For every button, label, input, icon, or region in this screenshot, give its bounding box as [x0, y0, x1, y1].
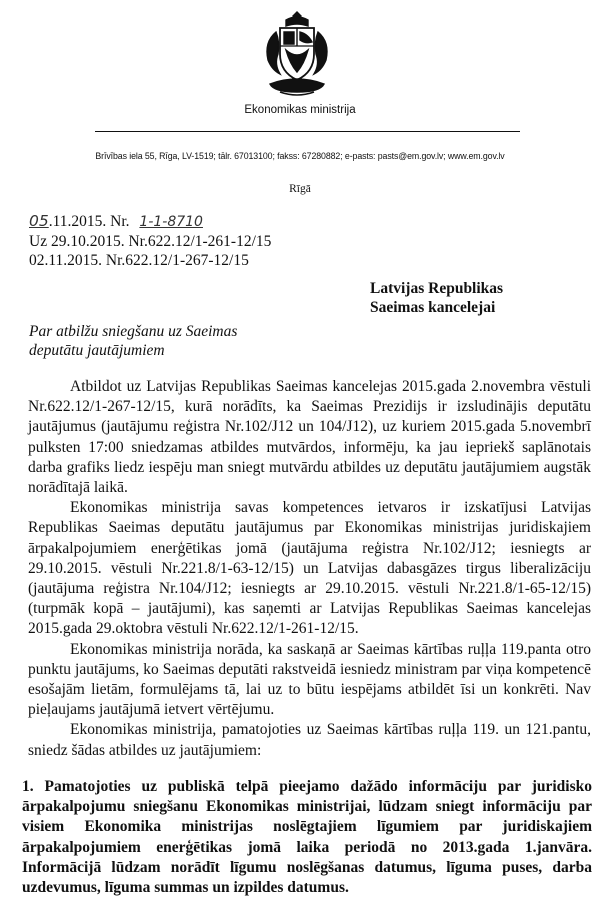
paragraph: Atbildot uz Latvijas Republikas Saeimas kancelejas 2015.gada 2.novembra vēstuli Nr.622.12/1-267-12/15, kurā norādīts, ka Saeimas Prezidijs ir izsludinājis deputātu jautājumus (jautājumu reģistra Nr.102/J12 un 104/J12), uz kuriem 2015.gada 5.novembrī pulksten 17:00 sniedzamas atbildes mutvārdos, informēju, ka jau iepriekš saplānotais darba grafiks liedz iespēju man sniegt mutvārdu atbildes uz deputātu jautājumiem augstāk norādītajā laikā. [28, 378, 591, 497]
reference-line-1: Uz 29.10.2015. Nr.622.12/1-261-12/15 [29, 233, 272, 250]
reference-line-2: 02.11.2015. Nr.622.12/1-267-12/15 [29, 252, 249, 269]
letter-body [28, 377, 591, 761]
handwritten-number: 1-1-8710 [139, 214, 203, 230]
ministry-name: Ekonomikas ministrija [244, 104, 356, 116]
subject-line-1: Par atbilžu sniegšanu uz Saeimas [29, 323, 238, 340]
header-divider [95, 131, 520, 132]
paragraph: Ekonomikas ministrija norāda, ka saskaņā ar Saeimas kārtības ruļļa 119.panta otro punktu jautājums, ko Saeimas deputāti rakstveidā iesniedz ministram par viņa kompetencē esošajām lietām, formulējams tā, lai uz to būtu iespējams atbildēt īsi un konkrēti. Nav pieļaujams jautājumā ietvert vērtējumu. [28, 640, 591, 719]
addressee-line-1: Latvijas Republikas [370, 280, 504, 297]
contact-line: Brīvības iela 55, Rīga, LV-1519; tālr. 67013100; fakss: 67280882; e-pasts: pasts@em.gov.lv; www.em.gov.lv [95, 151, 505, 161]
document-reference [29, 212, 209, 231]
coat-of-arms-icon [256, 10, 338, 100]
subject-line-2: deputātu jautājumiem [29, 342, 165, 359]
paragraph: Ekonomikas ministrija, pamatojoties uz Saeimas kārtības ruļļa 119. un 121.pantu, sniedz šādas atbildes uz jautājumiem: [28, 721, 591, 759]
date-and-number-label: .11.2015. Nr. [48, 213, 130, 230]
city: Rīgā [289, 183, 311, 195]
question-list-item: 1. Pamatojoties uz publiskā telpā pieejamo dažādo informāciju par juridisko ārpakalpojumu sniegšanu Ekonomikas ministrijai, lūdzam sniegt informāciju par visiem Ekonomika ministrijas noslēgtajiem līgumiem par juridiskajiem ārpakalpojumiem enerģētikas jomā laika periodā no 2013.gada 1.janvāra. Informācijā lūdzam norādīt līgumu noslēgšanas datumus, līguma puses, darba uzdevumus, līguma summas un izpildes datumus. [22, 778, 592, 897]
addressee-line-2: Saeimas kancelejai [370, 299, 496, 316]
paragraph: Ekonomikas ministrija savas kompetences ietvaros ir izskatījusi Latvijas Republikas Saeimas deputātu jautājumus par Ekonomikas ministrijas juridiskajiem ārpakalpojumiem enerģētikas jomā (jautājuma reģistra Nr.102/J12; iesniegts ar 29.10.2015. vēstuli Nr.221.8/1-63-12/15) un Latvijas dabasgāzes tirgus liberalizāciju (jautājuma reģistra Nr.104/J12; iesniegts ar 29.10.2015. vēstuli Nr.221.8/1-65-12/15) (turpmāk kopā – jautājumi), kas saņemti ar Latvijas Republikas Saeimas kancelejas 2015.gada 29.oktobra vēstuli Nr.622.12/1-261-12/15. [28, 499, 591, 638]
handwritten-day: 05 [29, 212, 49, 230]
